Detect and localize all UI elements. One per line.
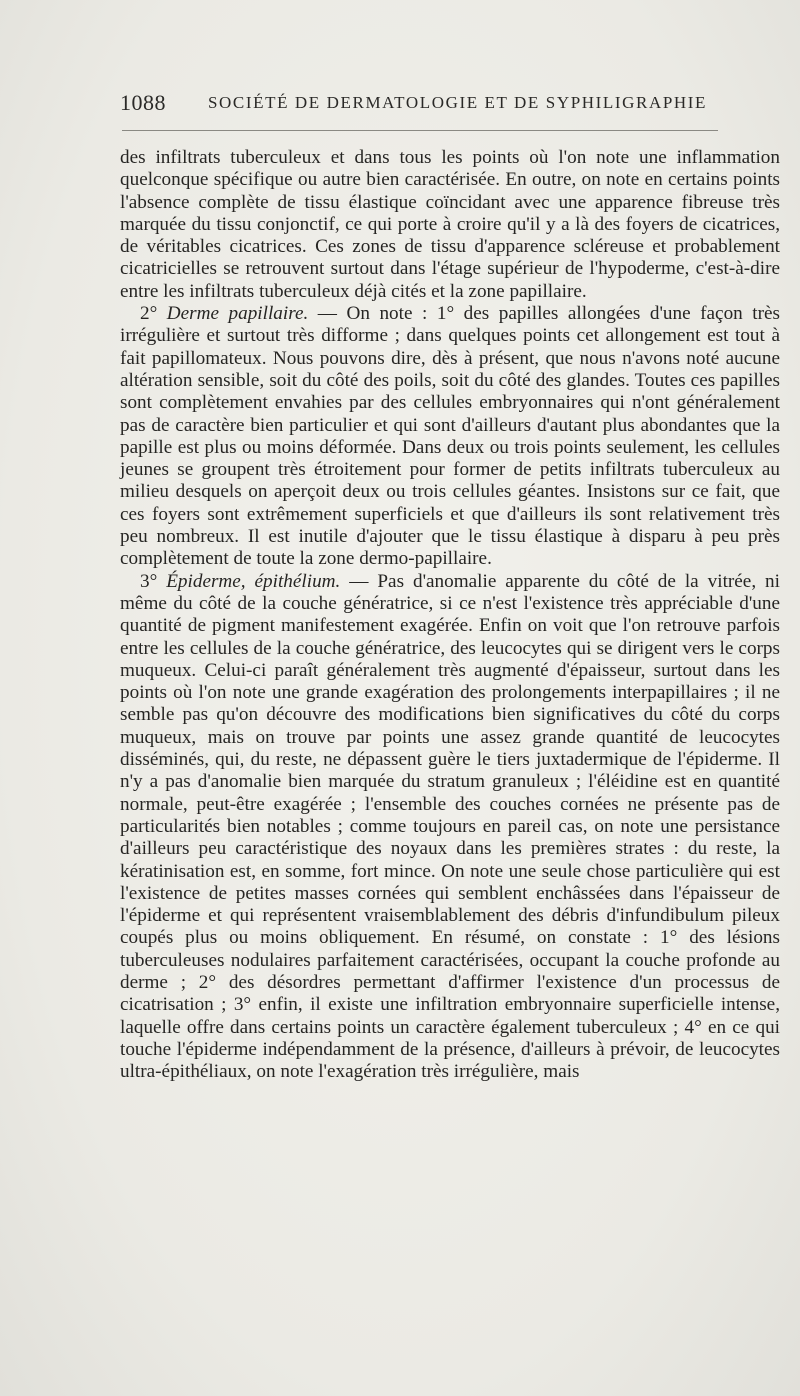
paragraph-text: — Pas d'anomalie apparente du côté de la vitrée, ni même du côté de la couche génératrice, si ce n'est l'existence très appréciable d'une quantité de pigment manifestement exagérée. Enfin on voit que l'on retrouve parfois entre les cellules de la couche génératrice, des leucocytes qui se dirigent vers le corps muqueux. Celui-ci paraît généralement très augmenté d'épaisseur, surtout dans les points où l'on note une grande exagération des prolongements interpapillaires ; il ne semble pas qu'on découvre des modifications bien significatives du côté du corps muqueux, mais on trouve par points une assez grande quantité de leucocytes disséminés, qui, du reste, ne dépassent guère le tiers juxtadermique de l'épiderme. Il n'y a pas d'anomalie bien marquée du stratum granuleux ; l'éléidine est en quantité normale, peut-être exagérée ; l'ensemble des couches cornées ne présente pas de particularités bien notables ; comme toujours en pareil cas, on note une persistance d'ailleurs peu caractéristique des noyaux dans les premières strates : du reste, la kératinisation est, en somme, fort mince. On note une seule chose particulière qui est l'existence de petites masses cornées qui semblent enchâssées dans l'épaisseur de l'épiderme et qui représentent vraisemblablement des débris d'infundibulum pileux coupés plus ou moins obliquement. En résumé, on constate : 1° des lésions tuberculeuses nodulaires parfaitement caractérisées, occupant la couche profonde au derme ; 2° des désordres permettant d'affirmer l'existence d'un processus de cicatrisation ; 3° enfin, il existe une infiltration embryonnaire superficielle intense, laquelle offre dans certains points un caractère également tuberculeux ; 4° en ce qui touche l'épiderme indépendamment de la présence, d'ailleurs à prévoir, de leucocytes ultra-épithéliaux, on note l'exagération très irrégulière, mais bbox=[120, 570, 780, 1083]
paragraph-epiderme bbox=[120, 571, 780, 1084]
paragraph-derme-papillaire bbox=[120, 303, 780, 571]
paragraph-text: — On note : 1° des papilles allongées d'une façon très irrégulière et surtout très difforme ; dans quelques points cet allongement est tout à fait papillomateux. Nous pouvons dire, dès à présent, que nous n'avons noté aucune altération sensible, soit du côté des poils, soit du côté des glandes. Toutes ces papilles sont complètement envahies par des cellules embryonnaires qui n'ont généralement pas de caractère bien particulier et qui sont d'ailleurs d'autant plus abondantes que la papille est plus ou moins déformée. Dans deux ou trois points seulement, les cellules jeunes se groupent très étroitement pour former de petits infiltrats tuberculeux au milieu desquels on aperçoit deux ou trois cellules géantes. Insistons sur ce fait, que ces foyers sont extrêmement superficiels et que d'ailleurs ils sont relativement très peu nombreux. Il est inutile d'ajouter que le tissu élastique à disparu à peu près complètement de toute la zone dermo-papillaire. bbox=[120, 303, 780, 570]
running-head: SOCIÉTÉ DE DERMATOLOGIE ET DE SYPHILIGRAPHIE bbox=[208, 93, 708, 112]
paragraph-continuation bbox=[120, 147, 780, 303]
section-heading: Derme papillaire. bbox=[166, 303, 309, 325]
section-number: 3° bbox=[140, 570, 167, 592]
header-rule bbox=[122, 130, 718, 131]
page-header bbox=[120, 90, 720, 120]
section-heading: Épiderme, épithélium. bbox=[166, 570, 341, 592]
body-text bbox=[120, 147, 780, 1083]
paragraph-text: des infiltrats tuberculeux et dans tous les points où l'on note une inflammation quelconque spécifique ou autre bien caractérisée. En outre, on note en certains points l'absence complète de tissu élastique coïncidant avec une apparence fibreuse très marquée du tissu conjonctif, ce qui porte à croire qu'il y a là des foyers de cicatrices, de véritables cicatrices. Ces zones de tissu d'apparence scléreuse et probablement cicatricielles se retrouvent surtout dans l'étage supérieur de l'hypoderme, c'est-à-dire entre les infiltrats tuberculeux déjà cités et la zone papillaire. bbox=[120, 147, 780, 302]
page-number: 1088 bbox=[120, 90, 166, 115]
section-number: 2° bbox=[140, 303, 167, 325]
